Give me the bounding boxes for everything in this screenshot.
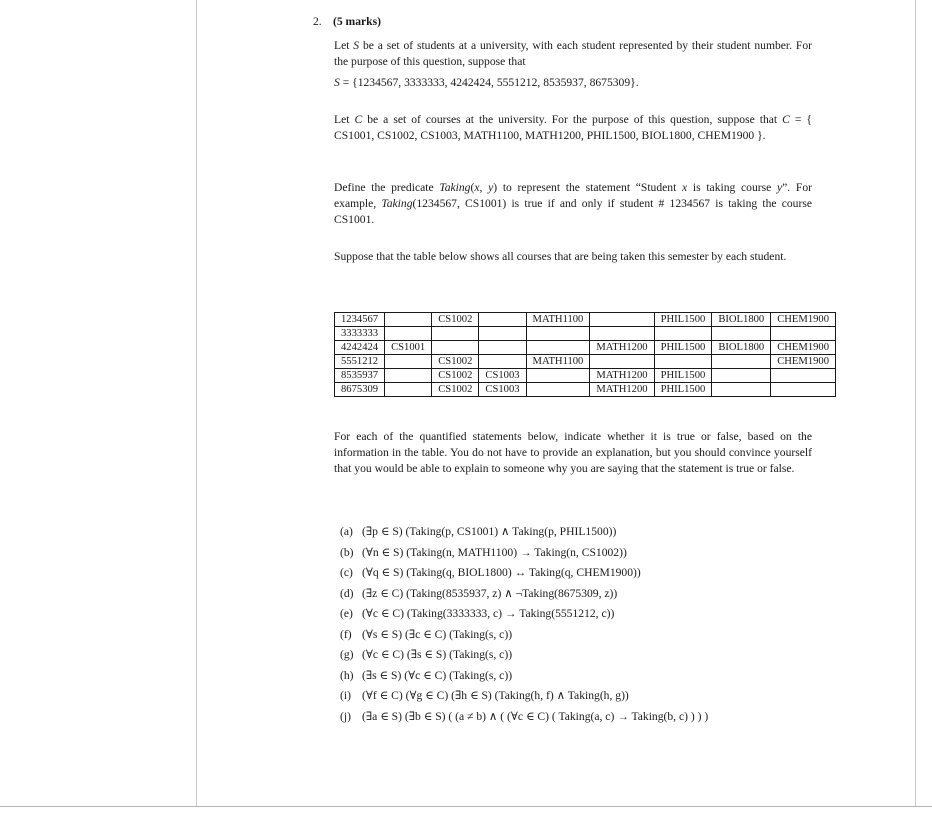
course-cell (479, 327, 526, 341)
statement-label: (c) (340, 566, 353, 579)
statement-label: (b) (340, 545, 354, 559)
course-cell (385, 369, 432, 383)
enrolment-table (334, 312, 836, 397)
course-cell: CS1002 (432, 383, 479, 397)
set-s-members: = {1234567, 3333333, 4242424, 5551212, 8535937, 8675309}. (339, 76, 639, 89)
course-cell (771, 327, 836, 341)
paragraph-instructions: For each of the quantified statements below, indicate whether it is true or false, based on the information in the table. You do not have to provide an explanation, but you should convince yourself that you would be able to explain to someone why you are saying that the statement is true or false. (334, 430, 812, 475)
statement-label: (h) (340, 668, 354, 682)
table-row (335, 341, 836, 355)
statement-label: (a) (340, 525, 353, 538)
course-cell (712, 383, 771, 397)
text-run: Define the predicate (334, 181, 440, 194)
student-number-cell: 8535937 (335, 369, 385, 383)
course-cell: MATH1100 (526, 313, 590, 327)
course-cell: CS1001 (385, 341, 432, 355)
table-row (335, 327, 836, 341)
statement-item (340, 586, 820, 607)
course-cell (590, 313, 654, 327)
text-run: , (479, 181, 489, 194)
statement-formula: (∃a ∈ S) (∃b ∈ S) ( (a ≠ b) ∧ ( (∀c ∈ C) ( Taking(a, c) → Taking(b, c) ) ) ) (362, 709, 709, 723)
math-var: x (682, 181, 688, 194)
statement-formula: (∀s ∈ S) (∃c ∈ C) (Taking(s, c)) (362, 627, 513, 641)
math-var: C (782, 113, 790, 126)
course-cell (771, 369, 836, 383)
student-number-cell: 1234567 (335, 313, 385, 327)
table-row (335, 369, 836, 383)
course-cell: MATH1200 (590, 369, 654, 383)
paragraph-students (334, 38, 812, 70)
text-run: is taking course (687, 181, 777, 194)
text-run: ( (470, 181, 475, 194)
paragraph-courses (334, 112, 812, 144)
document-page (196, 0, 916, 806)
course-cell (712, 369, 771, 383)
statement-label: (j) (340, 709, 351, 723)
statement-formula: (∃p ∈ S) (Taking(p, CS1001) ∧ Taking(p, PHIL1500)) (362, 525, 617, 538)
table-row (335, 355, 836, 369)
statement-formula: (∃s ∈ S) (∀c ∈ C) (Taking(s, c)) (362, 668, 513, 682)
course-cell: BIOL1800 (712, 341, 771, 355)
course-cell (712, 327, 771, 341)
course-cell: CHEM1900 (771, 313, 836, 327)
course-cell (385, 313, 432, 327)
math-var: y (776, 181, 783, 194)
statement-item (340, 668, 820, 689)
statement-label: (d) (340, 586, 354, 600)
statement-item (340, 545, 820, 566)
course-cell: CS1002 (432, 369, 479, 383)
course-cell: MATH1100 (526, 355, 590, 369)
statement-item (340, 709, 820, 730)
statement-list (340, 524, 820, 729)
question-marks: (5 marks) (333, 15, 381, 28)
statement-formula: (∃z ∈ C) (Taking(8535937, z) ∧ ¬Taking(8675309, z)) (362, 586, 618, 600)
statement-formula: (∀n ∈ S) (Taking(n, MATH1100) → Taking(n, CS1002)) (362, 545, 627, 559)
question-heading (313, 14, 813, 30)
text-run: be a set of students at a university, with each student represented by their student number. For the purpose of this question, suppose that (334, 39, 812, 68)
course-cell (526, 383, 590, 397)
math-var: x (474, 181, 480, 194)
course-cell (654, 355, 712, 369)
course-cell: PHIL1500 (654, 383, 712, 397)
course-cell: PHIL1500 (654, 341, 712, 355)
course-cell (432, 327, 479, 341)
course-cell (771, 383, 836, 397)
predicate-name: Taking (381, 197, 413, 210)
paragraph-table-intro: Suppose that the table below shows all courses that are being taken this semester by each student. (334, 250, 787, 263)
course-cell: CS1003 (479, 369, 526, 383)
table-row (335, 313, 836, 327)
statement-formula: (∀c ∈ C) (Taking(3333333, c) → Taking(5551212, c)) (362, 607, 615, 620)
student-number-cell: 3333333 (335, 327, 385, 341)
course-cell: PHIL1500 (654, 313, 712, 327)
course-cell: MATH1200 (590, 383, 654, 397)
statement-item (340, 606, 820, 627)
table-row (335, 383, 836, 397)
text-run: (1234567, CS1001) is true if and only if student # 1234567 is taking the course CS1001. (334, 197, 812, 226)
course-cell: CS1003 (479, 383, 526, 397)
set-s-definition (334, 75, 639, 91)
course-cell (385, 383, 432, 397)
student-number-cell: 5551212 (335, 355, 385, 369)
course-cell: PHIL1500 (654, 369, 712, 383)
course-cell (712, 355, 771, 369)
course-cell: MATH1200 (590, 341, 654, 355)
course-cell (590, 327, 654, 341)
statement-item (340, 627, 820, 648)
set-c-members: = { CS1001, CS1002, CS1003, MATH1100, MATH1200, PHIL1500, BIOL1800, CHEM1900 }. (334, 113, 812, 142)
statement-formula: (∀q ∈ S) (Taking(q, BIOL1800) ↔ Taking(q, CHEM1900)) (362, 566, 641, 579)
predicate-name: Taking (439, 181, 471, 194)
course-cell (479, 341, 526, 355)
course-cell: CHEM1900 (771, 341, 836, 355)
course-cell (526, 327, 590, 341)
course-cell (526, 341, 590, 355)
statement-formula: (∀c ∈ C) (∃s ∈ S) (Taking(s, c)) (362, 648, 513, 661)
course-cell (432, 341, 479, 355)
statement-formula: (∀f ∈ C) (∀g ∈ C) (∃h ∈ S) (Taking(h, f) ∧ Taking(h, g)) (362, 689, 629, 702)
course-cell (526, 369, 590, 383)
course-cell (479, 313, 526, 327)
text-run: ) to represent the statement “Student (493, 181, 683, 194)
math-var: S (334, 76, 340, 89)
statement-item (340, 688, 820, 709)
statement-label: (f) (340, 627, 352, 641)
statement-label: (g) (340, 648, 354, 661)
text-run: ”. For example, (334, 181, 812, 210)
statement-item (340, 565, 820, 586)
math-var: C (354, 113, 363, 126)
course-cell (479, 355, 526, 369)
course-cell: BIOL1800 (712, 313, 771, 327)
course-cell: CS1002 (432, 355, 479, 369)
math-var: y (488, 181, 494, 194)
math-var: S (353, 39, 360, 52)
course-cell (385, 355, 432, 369)
text-run: Let (334, 113, 355, 126)
course-cell (590, 355, 654, 369)
paragraph-predicate (334, 180, 812, 228)
statement-label: (i) (340, 689, 351, 702)
statement-item (340, 524, 820, 545)
course-cell (385, 327, 432, 341)
course-cell (654, 327, 712, 341)
course-cell: CS1002 (432, 313, 479, 327)
question-number: 2. (313, 15, 322, 28)
statement-item (340, 647, 820, 668)
text-run: Let (334, 39, 354, 52)
student-number-cell: 4242424 (335, 341, 385, 355)
statement-label: (e) (340, 607, 353, 620)
student-number-cell: 8675309 (335, 383, 385, 397)
text-run: be a set of courses at the university. For the purpose of this question, suppose that (362, 113, 783, 126)
course-cell: CHEM1900 (771, 355, 836, 369)
